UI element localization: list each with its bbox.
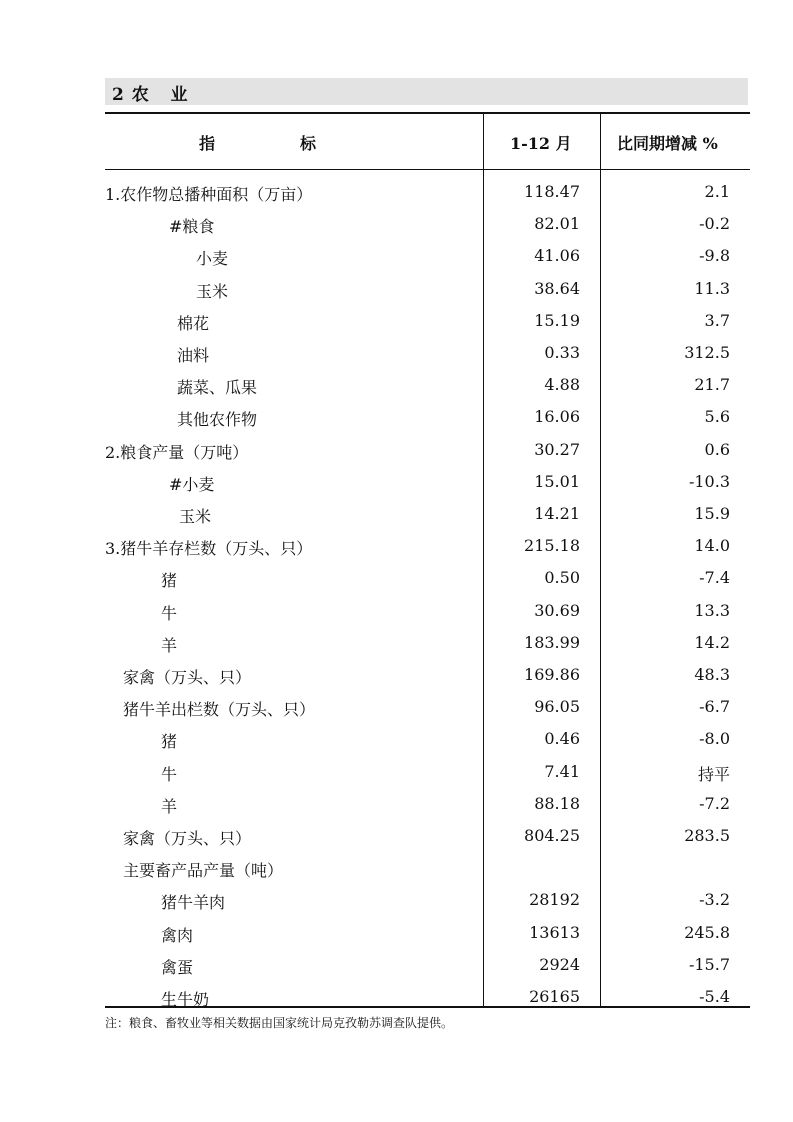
table-row xyxy=(105,498,750,530)
row-label: 禽肉 xyxy=(161,925,194,945)
row-value: 30.69 xyxy=(534,600,580,620)
table-row xyxy=(105,788,750,820)
row-value: 82.01 xyxy=(534,214,580,234)
row-label: 玉米 xyxy=(196,281,229,301)
table-row xyxy=(105,659,750,691)
row-value: 41.06 xyxy=(534,246,580,266)
table-row xyxy=(105,949,750,981)
row-label: 蔬菜、瓜果 xyxy=(177,378,258,398)
table-header-rule xyxy=(105,169,750,170)
row-label: 1.农作物总播种面积（万亩） xyxy=(105,185,313,204)
table-row xyxy=(105,466,750,498)
row-change: 0.6 xyxy=(704,439,730,459)
row-value: 118.47 xyxy=(524,182,580,201)
table-row xyxy=(105,917,750,949)
row-change: 21.7 xyxy=(694,375,730,395)
row-change: 312.5 xyxy=(684,343,730,362)
row-change: 48.3 xyxy=(694,665,730,684)
row-value: 2924 xyxy=(539,954,580,974)
row-value: 169.86 xyxy=(524,665,580,684)
section-title: 2 农 业 xyxy=(112,85,189,105)
table-row xyxy=(105,562,750,594)
row-label: 羊 xyxy=(161,635,178,655)
row-value: 15.01 xyxy=(534,471,580,491)
header-period: 1-12 月 xyxy=(510,134,572,153)
table-row xyxy=(105,369,750,401)
table-row xyxy=(105,530,750,562)
table-row xyxy=(105,337,750,369)
row-label: 牛 xyxy=(161,603,178,623)
row-label: 小麦 xyxy=(196,249,229,269)
section-bar xyxy=(105,78,748,105)
row-value: 0.33 xyxy=(544,343,580,362)
header-indicator-part2: 标 xyxy=(300,134,317,153)
row-change: 283.5 xyxy=(684,826,730,845)
row-change: -15.7 xyxy=(688,954,730,974)
row-value: 96.05 xyxy=(534,697,580,717)
row-value: 88.18 xyxy=(534,793,580,813)
table-row xyxy=(105,401,750,433)
row-label: 猪牛羊肉 xyxy=(161,893,226,913)
table-row xyxy=(105,240,750,272)
header-change: 比同期增减 % xyxy=(617,134,718,153)
row-label: 2.粮食产量（万吨） xyxy=(105,442,249,462)
row-change: -8.0 xyxy=(699,729,730,749)
row-label: 家禽（万头、只） xyxy=(123,668,252,687)
row-change: -5.4 xyxy=(699,987,730,1006)
row-label: #小麦 xyxy=(169,474,215,494)
table-row xyxy=(105,884,750,916)
row-label: 禽蛋 xyxy=(161,957,194,977)
row-change: -6.7 xyxy=(699,697,730,717)
table-top-rule xyxy=(105,112,750,114)
row-value: 38.64 xyxy=(534,278,580,298)
row-label: 主要畜产品产量（吨） xyxy=(123,861,284,881)
row-value: 804.25 xyxy=(524,826,580,845)
row-change: 2.1 xyxy=(704,182,730,201)
row-change: -9.8 xyxy=(699,246,730,266)
table-row xyxy=(105,176,750,208)
row-change: 5.6 xyxy=(704,407,730,427)
row-value: 26165 xyxy=(529,987,580,1006)
table-row xyxy=(105,852,750,884)
row-change: -3.2 xyxy=(699,890,730,910)
table-row xyxy=(105,691,750,723)
row-change: 14.0 xyxy=(694,536,730,556)
table-row xyxy=(105,723,750,755)
row-change: 15.9 xyxy=(694,504,730,523)
row-label: 羊 xyxy=(161,796,178,816)
table-row xyxy=(105,208,750,240)
row-change: 245.8 xyxy=(684,922,730,942)
row-change: -0.2 xyxy=(699,214,730,234)
row-label: 3.猪牛羊存栏数（万头、只） xyxy=(105,539,313,559)
table-row xyxy=(105,273,750,305)
row-value: 7.41 xyxy=(544,761,580,781)
row-change: 3.7 xyxy=(704,310,730,330)
table-row xyxy=(105,981,750,1013)
row-label: 生牛奶 xyxy=(161,990,210,1009)
row-label: 猪牛羊出栏数（万头、只） xyxy=(123,700,316,720)
row-value: 13613 xyxy=(529,922,580,942)
row-label: 油料 xyxy=(177,346,210,365)
footnote: 注：粮食、畜牧业等相关数据由国家统计局克孜勒苏调查队提供。 xyxy=(105,1016,454,1030)
row-value: 0.46 xyxy=(544,729,580,749)
table-row xyxy=(105,820,750,852)
row-change: -7.4 xyxy=(699,568,730,588)
row-change: 持平 xyxy=(697,764,730,784)
row-value: 215.18 xyxy=(524,536,580,556)
row-value: 4.88 xyxy=(544,375,580,395)
row-label: 猪 xyxy=(161,571,178,591)
row-label: #粮食 xyxy=(169,217,215,237)
row-label: 棉花 xyxy=(177,313,210,333)
row-value: 0.50 xyxy=(544,568,580,588)
table-row xyxy=(105,305,750,337)
table-row xyxy=(105,595,750,627)
row-change: 13.3 xyxy=(694,600,730,620)
row-change: 11.3 xyxy=(694,278,730,298)
row-label: 玉米 xyxy=(179,507,212,526)
table-row xyxy=(105,627,750,659)
row-value: 14.21 xyxy=(534,504,580,523)
row-value: 16.06 xyxy=(534,407,580,427)
row-label: 猪 xyxy=(161,732,178,752)
row-value: 15.19 xyxy=(534,310,580,330)
header-indicator-part1: 指 xyxy=(199,134,216,153)
row-label: 家禽（万头、只） xyxy=(123,829,252,848)
row-value: 183.99 xyxy=(524,632,580,652)
row-change: 14.2 xyxy=(694,632,730,652)
row-change: -10.3 xyxy=(688,471,730,491)
row-label: 牛 xyxy=(161,764,178,784)
table-row xyxy=(105,756,750,788)
row-label: 其他农作物 xyxy=(177,410,258,430)
table-row xyxy=(105,434,750,466)
row-value: 28192 xyxy=(529,890,580,910)
row-change: -7.2 xyxy=(699,793,730,813)
row-value: 30.27 xyxy=(534,439,580,459)
